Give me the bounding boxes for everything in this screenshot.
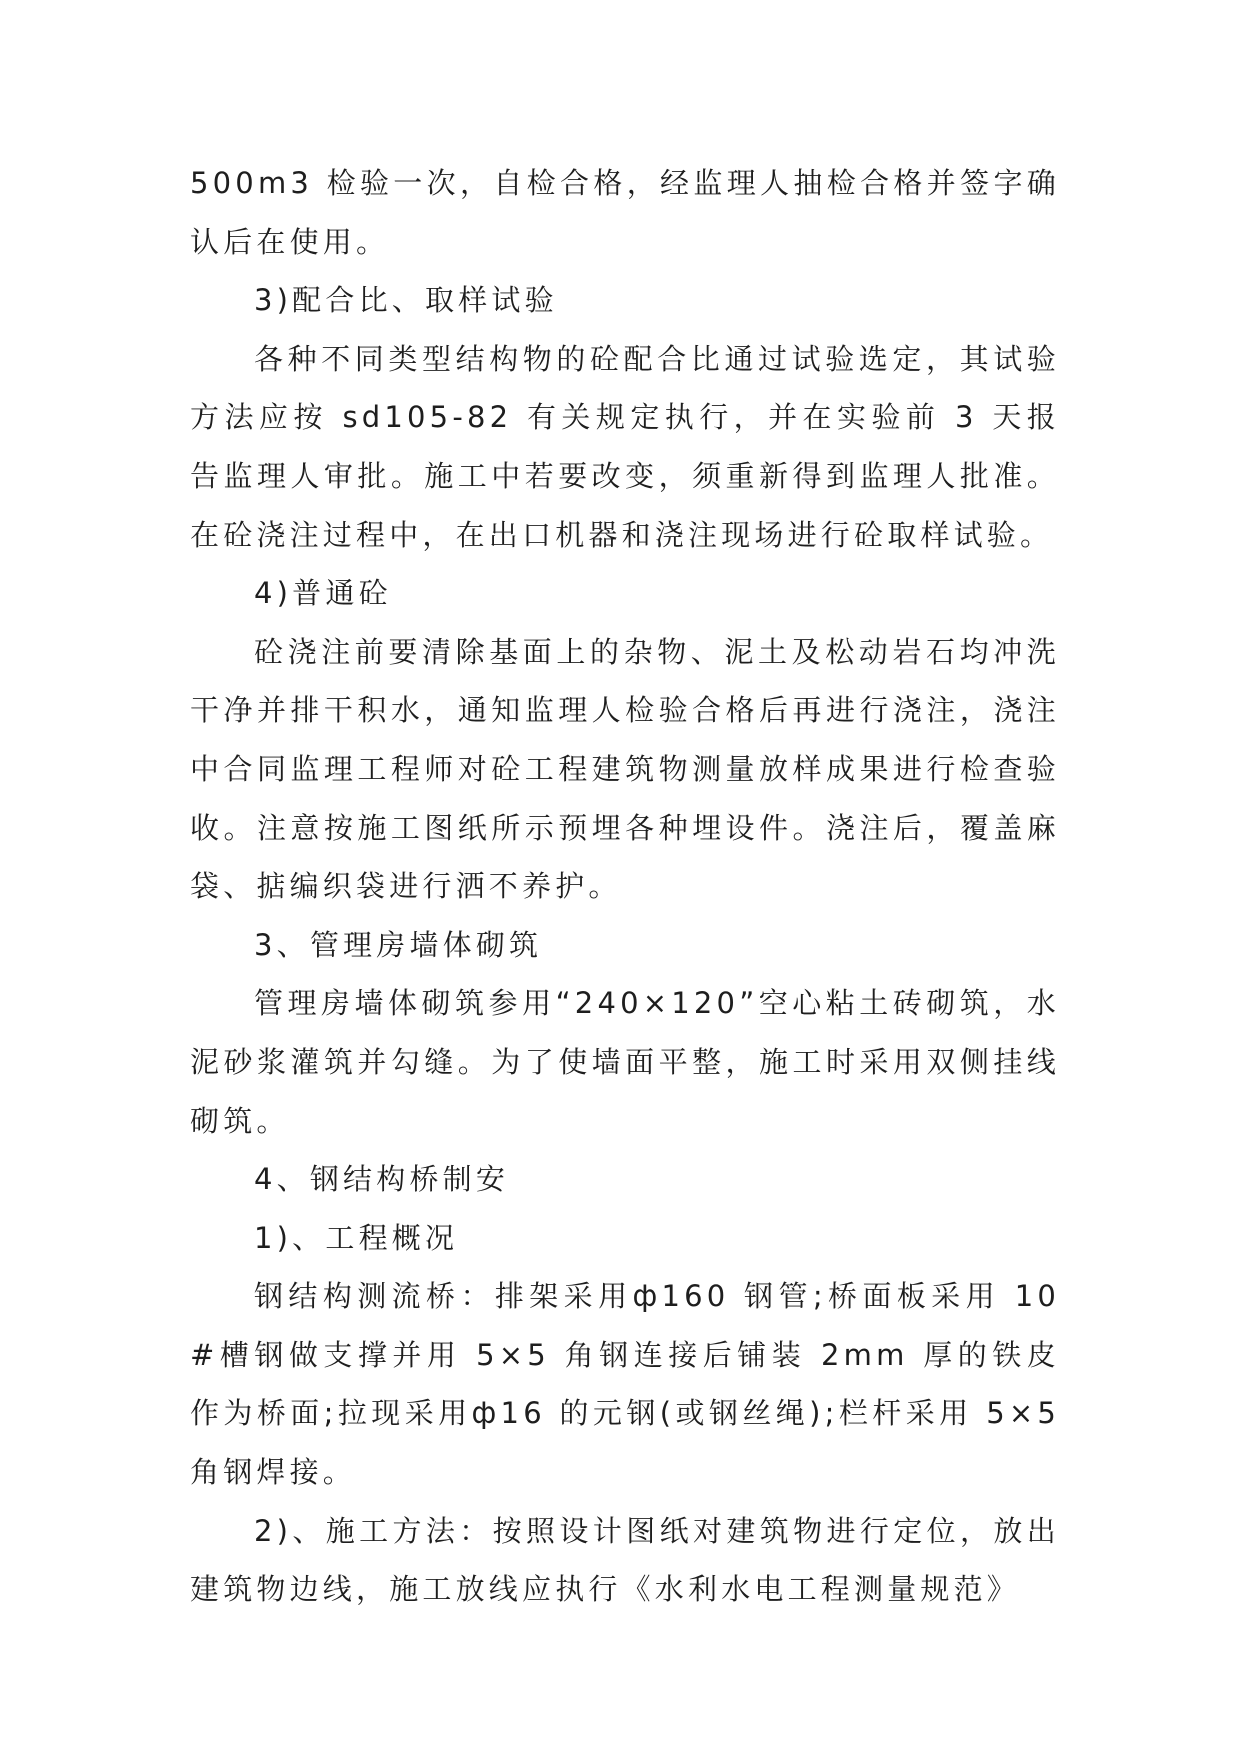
paragraph-wall-masonry: 管理房墙体砌筑参用“240×120”空心粘土砖砌筑，水泥砂浆灌筑并勾缝。为了使墙面平整，施工时采用双侧挂线砌筑。 [190,986,1060,1138]
paragraph-testing-frequency: 500m3 检验一次，自检合格，经监理人抽检合格并签字确认后在使用。 [190,166,1060,259]
heading-ordinary-concrete: 4)普通砼 [254,576,392,611]
heading-steel-bridge: 4、钢结构桥制安 [254,1162,510,1197]
document-body [190,154,1060,1619]
heading-project-overview: 1)、工程概况 [254,1220,459,1255]
heading-mix-ratio-sampling: 3)配合比、取样试验 [254,283,558,318]
paragraph-construction-method: 2)、施工方法：按照设计图纸对建筑物进行定位，放出建筑物边线，施工放线应执行《水利水电工程测量规范》 [190,1513,1060,1607]
heading-wall-masonry: 3、管理房墙体砌筑 [254,927,543,962]
paragraph-mix-ratio: 各种不同类型结构物的砼配合比通过试验选定，其试验方法应按 sd105-82 有关规定执行，并在实验前 3 天报告监理人审批。施工中若要改变，须重新得到监理人批准。在砼浇注过程中，在出口机器和浇注现场进行砼取样试验。 [190,341,1060,552]
paragraph-ordinary-concrete: 砼浇注前要清除基面上的杂物、泥土及松动岩石均冲洗干净并排干积水，通知监理人检验合格后再进行浇注，浇注中合同监理工程师对砼工程建筑物测量放样成果进行检查验收。注意按施工图纸所示预埋各种埋设件。浇注后，覆盖麻袋、掂编织袋进行洒不养护。 [190,634,1060,904]
paragraph-project-overview: 钢结构测流桥：排架采用ф160 钢管;桥面板采用 10#槽钢做支撑并用 5×5 角钢连接后铺装 2mm 厚的铁皮作为桥面;拉现采用ф16 的元钢(或钢丝绳);栏杆采用 5×5 角钢焊接。 [190,1279,1060,1490]
